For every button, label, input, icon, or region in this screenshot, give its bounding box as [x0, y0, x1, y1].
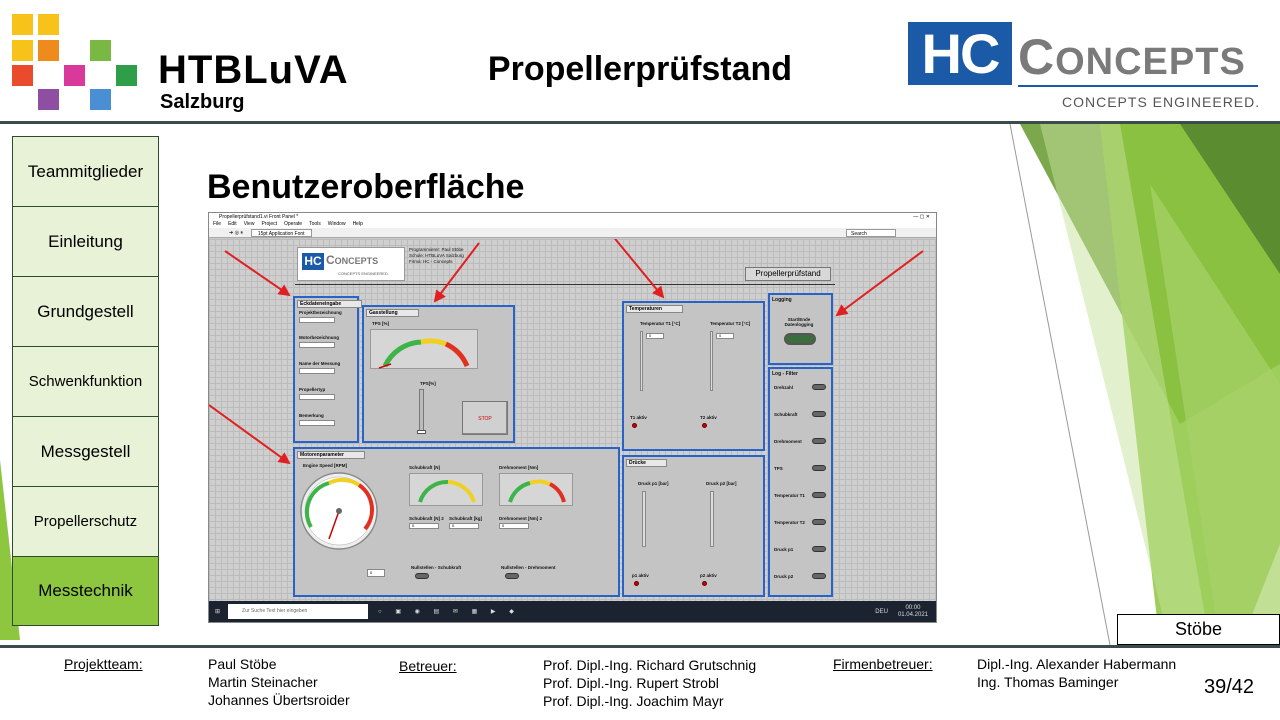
label-propellertyp: Propellertyp — [299, 387, 326, 392]
menu-file[interactable]: File — [213, 221, 222, 227]
menu-window[interactable]: Window — [327, 221, 346, 227]
nullstellen-schubkraft-label: Nullstellen - Schubkraft — [411, 565, 462, 570]
filter-label-temperatur-t1: Temperatur T1 — [774, 493, 805, 498]
info-line-2: Schule: HTBLuVA Salzburg — [409, 253, 464, 258]
company-advisor-2: Ing. Thomas Baminger — [977, 674, 1119, 690]
tps-slider-label: TPS[%] — [420, 381, 436, 386]
front-panel — [209, 239, 937, 601]
filter-label-druck-p2: Druck p2 — [774, 574, 794, 579]
menu-operate[interactable]: Operate — [284, 221, 303, 227]
panel-temperaturen-title: Temperaturen — [626, 305, 683, 313]
t2-active-label: T2 aktiv — [700, 415, 717, 420]
taskbar-apps-icon[interactable]: ○ ▣ ◉ ▤ ✉ ▦ ▶ ◆ — [378, 609, 520, 615]
nav-item-grundgestell[interactable]: Grundgestell — [12, 276, 159, 346]
menu-view[interactable]: View — [243, 221, 255, 227]
company-advisor-1: Dipl.-Ing. Alexander Habermann — [977, 656, 1177, 672]
t2-label: Temperatur T2 [°C] — [710, 321, 751, 326]
p2-active-label: p2 aktiv — [700, 573, 717, 578]
engine-speed-value: 0 — [367, 569, 385, 577]
menu-tools[interactable]: Tools — [309, 221, 321, 227]
taskbar-search[interactable]: Zur Suche Text hier eingeben — [228, 604, 368, 619]
drehmoment2-label: Drehmoment [Nm] 2 — [499, 516, 543, 521]
windows-start-icon[interactable]: ⊞ — [215, 609, 221, 615]
nullstellen-drehmoment-label: Nullstellen - Drehmoment — [501, 565, 556, 570]
p1-label: Druck p1 [bar] — [638, 481, 669, 486]
nav-item-propellerschutz[interactable]: Propellerschutz — [12, 486, 159, 556]
team-member-2: Martin Steinacher — [208, 674, 318, 690]
school-city: Salzburg — [160, 91, 245, 113]
filter-label-druck-p1: Druck p1 — [774, 547, 794, 552]
p1-active-label: p1 aktiv — [632, 573, 649, 578]
p2-label: Druck p2 [bar] — [706, 481, 737, 486]
windows-taskbar — [209, 601, 937, 622]
advisor-2: Prof. Dipl.-Ing. Rupert Strobl — [543, 675, 719, 691]
advisor-label: Betreuer: — [399, 658, 457, 674]
footer-divider — [0, 645, 1280, 648]
partner-logo-word: CONCEPTS — [1018, 29, 1246, 85]
nav-item-teammitglieder[interactable]: Teammitglieder — [12, 136, 159, 206]
filter-label-drehmoment: Drehmoment — [774, 439, 802, 444]
panel-gasstellung-title: Gasstellung — [366, 309, 419, 317]
school-name: HTBLuVA — [158, 48, 349, 92]
nav-item-einleitung[interactable]: Einleitung — [12, 206, 159, 276]
search-box[interactable]: Search — [846, 229, 896, 237]
labview-screenshot — [208, 212, 937, 623]
stop-button[interactable]: STOP — [462, 401, 508, 435]
menu-bar — [209, 221, 936, 228]
panel-eckdaten-title: Eckdateneingabe — [297, 300, 362, 308]
app-title-label: Propellerprüfstand — [745, 267, 831, 281]
label-motorbezeichnung: Motorbezeichnung — [299, 335, 339, 340]
partner-logo-mark: HC — [908, 22, 1012, 85]
team-label: Projektteam: — [64, 656, 143, 672]
schubkraft2-value: 0 — [409, 523, 439, 529]
team-member-1: Paul Stöbe — [208, 656, 277, 672]
partner-logo-rule — [1018, 85, 1258, 87]
drehmoment-gauge-label: Drehmoment [Nm] — [499, 465, 539, 470]
window-title: Propellerprüfstand1.vi Front Panel * — [219, 214, 299, 220]
t1-value: 0 — [646, 333, 664, 339]
font-select[interactable]: 15pt Application Font — [251, 229, 312, 237]
info-line-3: Firma: HC - Concepts — [409, 259, 453, 264]
toolbar — [209, 228, 936, 238]
company-label: Firmenbetreuer: — [833, 656, 933, 672]
t2-value: 0 — [716, 333, 734, 339]
engine-speed-label: Engine Speed [RPM] — [303, 463, 348, 468]
nav-item-messgestell[interactable]: Messgestell — [12, 416, 159, 486]
team-member-3: Johannes Übertsroider — [208, 692, 350, 708]
schubkraft-gauge-label: Schubkraft [N] — [409, 465, 441, 470]
t1-active-label: T1 aktiv — [630, 415, 647, 420]
t1-label: Temperatur T1 [°C] — [640, 321, 681, 326]
page-title: Propellerprüfstand — [487, 50, 793, 88]
nav-item-messtechnik[interactable]: Messtechnik — [12, 556, 159, 626]
page-number: 39/42 — [1204, 676, 1255, 698]
drehmoment2-value: 0 — [499, 523, 529, 529]
annotation-arrows — [209, 239, 937, 601]
panel-logging-title: Logging — [772, 297, 792, 303]
decorative-green-shapes — [980, 124, 1280, 645]
school-logo — [12, 14, 142, 114]
panel-druecke-title: Drücke — [626, 459, 667, 467]
panel-motorenparameter-title: Motorenparameter — [297, 451, 365, 459]
section-nav — [12, 136, 159, 626]
menu-edit[interactable]: Edit — [228, 221, 237, 227]
info-line-1: Programmierer: Paul Stöbe — [409, 247, 464, 252]
tps-gauge-label: TPS [%] — [372, 321, 390, 326]
label-projektbezeichnung: Projektbezeichnung — [299, 310, 342, 315]
section-title: Benutzeroberfläche — [207, 168, 525, 206]
run-arrow-icon[interactable]: ➜ ◎ ⏸ — [229, 230, 243, 236]
panel-log-filter-title: Log - Filter — [772, 371, 798, 377]
label-name-der-messung: Name der Messung — [299, 361, 341, 366]
window-titlebar — [209, 213, 936, 221]
menu-help[interactable]: Help — [352, 221, 363, 227]
schubkraft-kg-value: 0 — [449, 523, 479, 529]
advisor-3: Prof. Dipl.-Ing. Joachim Mayr — [543, 693, 724, 709]
author-badge: Stöbe — [1117, 614, 1280, 645]
taskbar-lang: DEU — [875, 608, 888, 615]
label-bemerkung: Bemerkung — [299, 413, 324, 418]
taskbar-clock: 00:00 01.04.2021 — [897, 604, 928, 618]
filter-label-schubkraft: Schubkraft — [774, 412, 798, 417]
filter-label-drehzahl: Drehzahl — [774, 385, 794, 390]
schubkraft-kg-label: Schubkraft [kg] — [449, 516, 483, 521]
filter-label-tps: TPS — [774, 466, 783, 471]
filter-label-temperatur-t2: Temperatur T2 — [774, 520, 805, 525]
menu-project[interactable]: Project — [261, 221, 277, 227]
hc-logo-small: HC CONCEPTS CONCEPTS ENGINEERED. — [297, 247, 405, 281]
window-controls-icon[interactable]: — ▢ ✕ — [913, 214, 930, 220]
nav-item-schwenkfunktion[interactable]: Schwenkfunktion — [12, 346, 159, 416]
schubkraft2-label: Schubkraft [N] 2 — [409, 516, 444, 521]
partner-tagline: CONCEPTS ENGINEERED. — [1062, 94, 1261, 110]
advisor-1: Prof. Dipl.-Ing. Richard Grutschnig — [543, 657, 757, 673]
logging-button-label: Start/Ende Datenlogging — [784, 317, 814, 327]
